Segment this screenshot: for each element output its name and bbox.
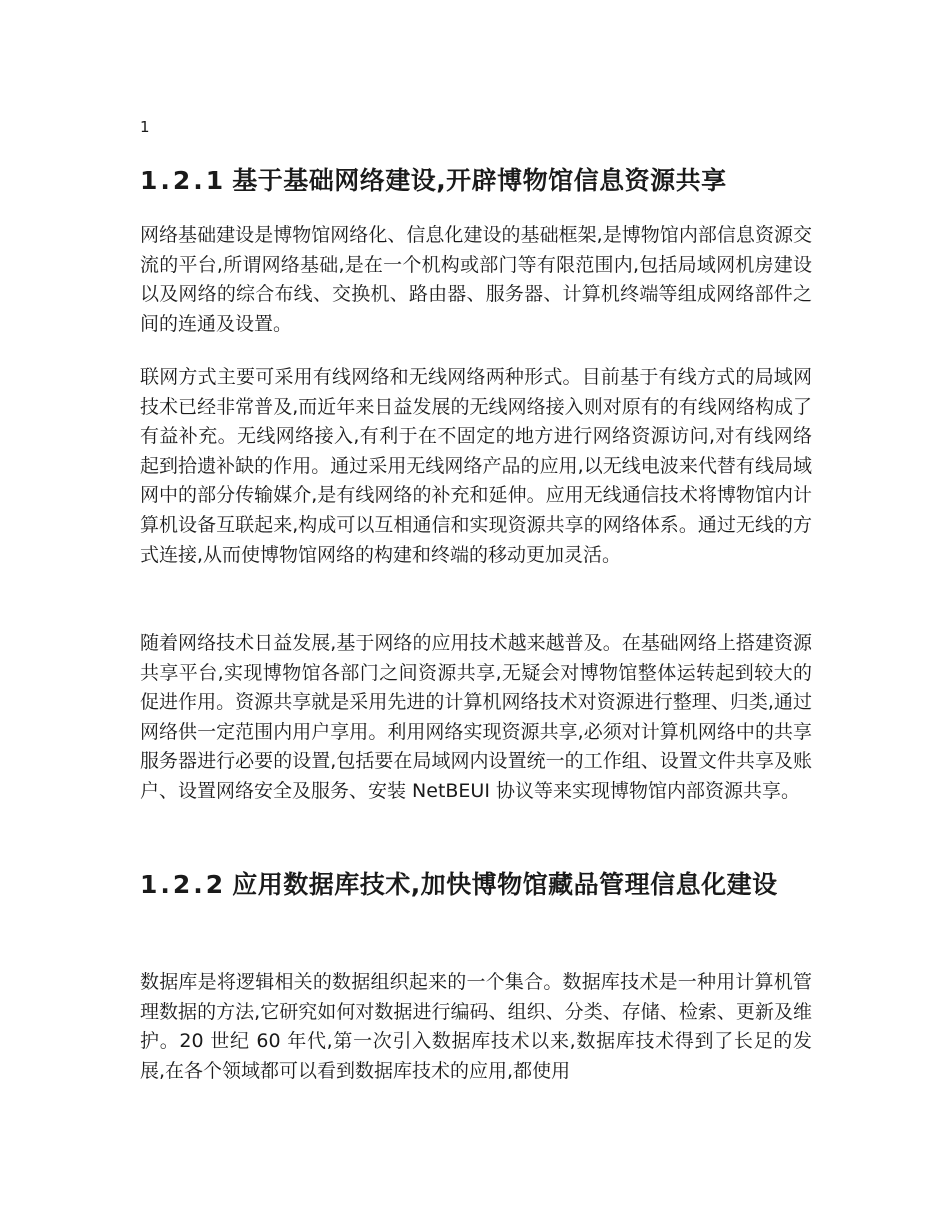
section-title: 应用数据库技术,加快博物馆藏品管理信息化建设 [232, 870, 778, 899]
section-number: 1.2.2 [140, 870, 227, 899]
section-heading-1-2-2 [140, 866, 812, 904]
paragraph: 网络基础建设是博物馆网络化、信息化建设的基础框架,是博物馆内部信息资源交流的平台,所谓网络基础,是在一个机构或部门等有限范围内,包括局域网机房建设以及网络的综合布线、交换机、路由器、服务器、计算机终端等组成网络部件之间的连通及设置。 [140, 224, 812, 335]
page-number: 1 [140, 118, 150, 136]
paragraph: 联网方式主要可采用有线网络和无线网络两种形式。目前基于有线方式的局域网技术已经非常普及,而近年来日益发展的无线网络接入则对原有的有线网络构成了有益补充。无线网络接入,有利于在不固定的地方进行网络资源访问,对有线网络起到拾遗补缺的作用。通过采用无线网络产品的应用,以无线电波来代替有线局域网中的部分传输媒介,是有线网络的补充和延伸。应用无线通信技术将博物馆内计算机设备互联起来,构成可以互相通信和实现资源共享的网络体系。通过无线的方式连接,从而使博物馆网络的构建和终端的移动更加灵活。 [140, 366, 812, 566]
section-heading-1-2-1 [140, 162, 812, 200]
paragraph: 数据库是将逻辑相关的数据组织起来的一个集合。数据库技术是一种用计算机管理数据的方法,它研究如何对数据进行编码、组织、分类、存储、检索、更新及维护。20 世纪 60 年代,第一次引入数据库技术以来,数据库技术得到了长足的发展,在各个领域都可以看到数据库技术的应用,都使用 [140, 971, 812, 1082]
section-title: 基于基础网络建设,开辟博物馆信息资源共享 [232, 166, 727, 195]
paragraph: 随着网络技术日益发展,基于网络的应用技术越来越普及。在基础网络上搭建资源共享平台,实现博物馆各部门之间资源共享,无疑会对博物馆整体运转起到较大的促进作用。资源共享就是采用先进的计算机网络技术对资源进行整理、归类,通过网络供一定范围内用户享用。利用网络实现资源共享,必须对计算机网络中的共享服务器进行必要的设置,包括要在局域网内设置统一的工作组、设置文件共享及账户、设置网络安全及服务、安装 NetBEUI 协议等来实现博物馆内部资源共享。 [140, 632, 812, 802]
section-number: 1.2.1 [140, 166, 227, 195]
